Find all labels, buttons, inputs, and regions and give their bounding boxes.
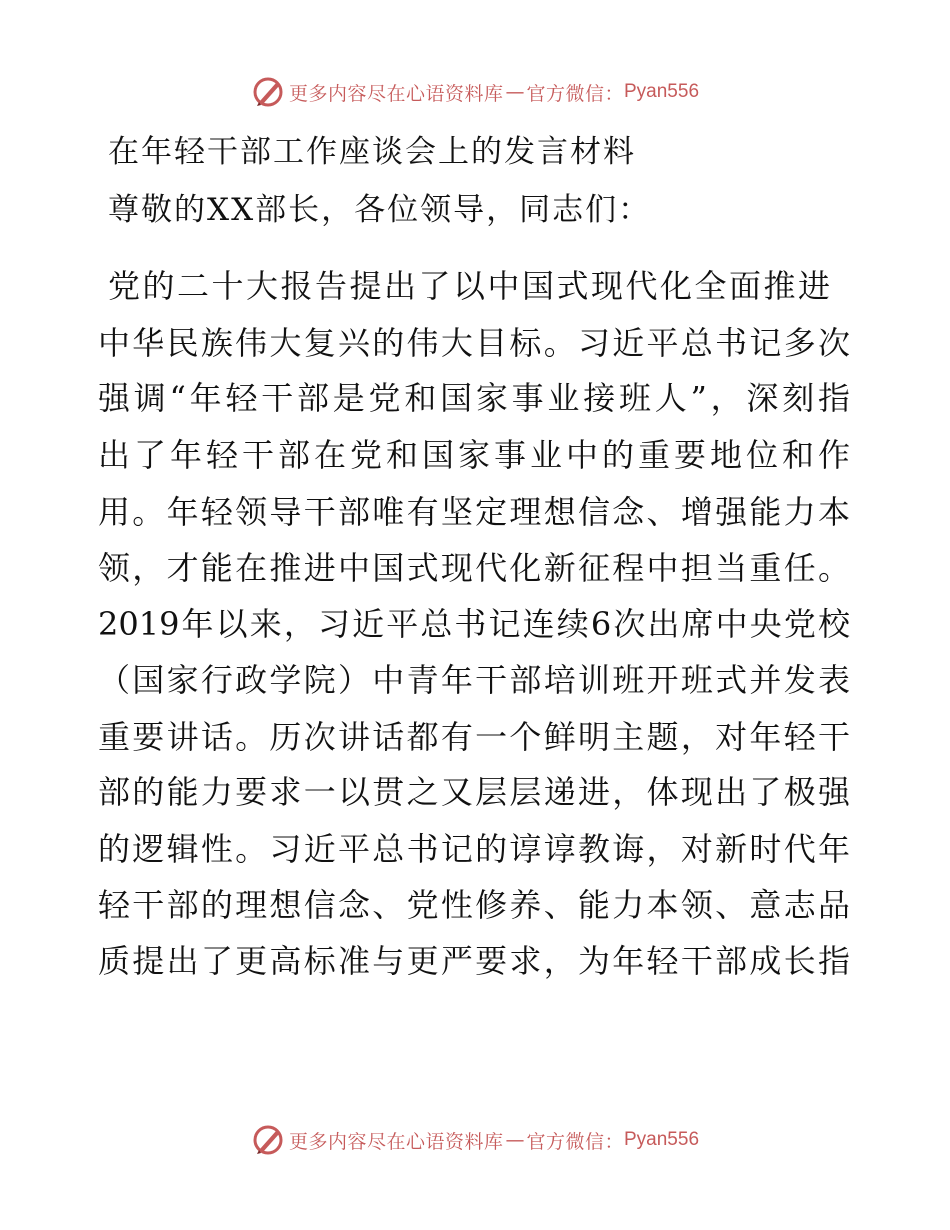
salutation: 尊敬的XX部长，各位领导，同志们： <box>108 192 652 228</box>
paragraph-line: （国家行政学院）中青年干部培训班开班式并发表 <box>98 661 850 699</box>
header-watermark <box>0 72 950 112</box>
watermark-separator: — <box>505 81 525 103</box>
paragraph-line: 党的二十大报告提出了以中国式现代化全面推进 <box>108 267 830 305</box>
paragraph-line: 重要讲话。历次讲话都有一个鲜明主题，对年轻干 <box>98 718 850 756</box>
document-title: 在年轻干部工作座谈会上的发言材料 <box>108 134 636 170</box>
footer-watermark <box>0 1120 950 1160</box>
watermark-wechat-label: 官方微信： <box>526 1130 624 1153</box>
watermark-wechat-handle: Pyan556 <box>624 1129 700 1150</box>
watermark-wechat-handle: Pyan556 <box>624 81 700 102</box>
watermark-site-text: 更多内容尽在心语资料库 <box>288 82 504 105</box>
paragraph-line: 部的能力要求一以贯之又层层递进，体现出了极强 <box>98 773 850 811</box>
watermark-separator: — <box>505 1129 525 1151</box>
paragraph-line: 的逻辑性。习近平总书记的谆谆教诲，对新时代年 <box>98 830 850 868</box>
paragraph-line: 质提出了更高标准与更严要求，为年轻干部成长指 <box>98 942 850 980</box>
watermark-site-text: 更多内容尽在心语资料库 <box>288 1130 504 1153</box>
paragraph-line: 轻干部的理想信念、党性修养、能力本领、意志品 <box>98 886 850 924</box>
pen-logo-icon <box>251 1123 285 1157</box>
paragraph-line: 2019年以来，习近平总书记连续6次出席中央党校 <box>98 605 850 643</box>
paragraph-line: 用。年轻领导干部唯有坚定理想信念、增强能力本 <box>98 493 850 531</box>
watermark-wechat-label: 官方微信： <box>526 82 624 105</box>
paragraph-line: 中华民族伟大复兴的伟大目标。习近平总书记多次 <box>98 324 850 362</box>
paragraph-line: 出了年轻干部在党和国家事业中的重要地位和作 <box>98 436 850 474</box>
paragraph-line: 领，才能在推进中国式现代化新征程中担当重任。 <box>98 549 850 587</box>
paragraph-line: 强调“年轻干部是党和国家事业接班人”，深刻指 <box>98 379 850 417</box>
pen-logo-icon <box>251 75 285 109</box>
